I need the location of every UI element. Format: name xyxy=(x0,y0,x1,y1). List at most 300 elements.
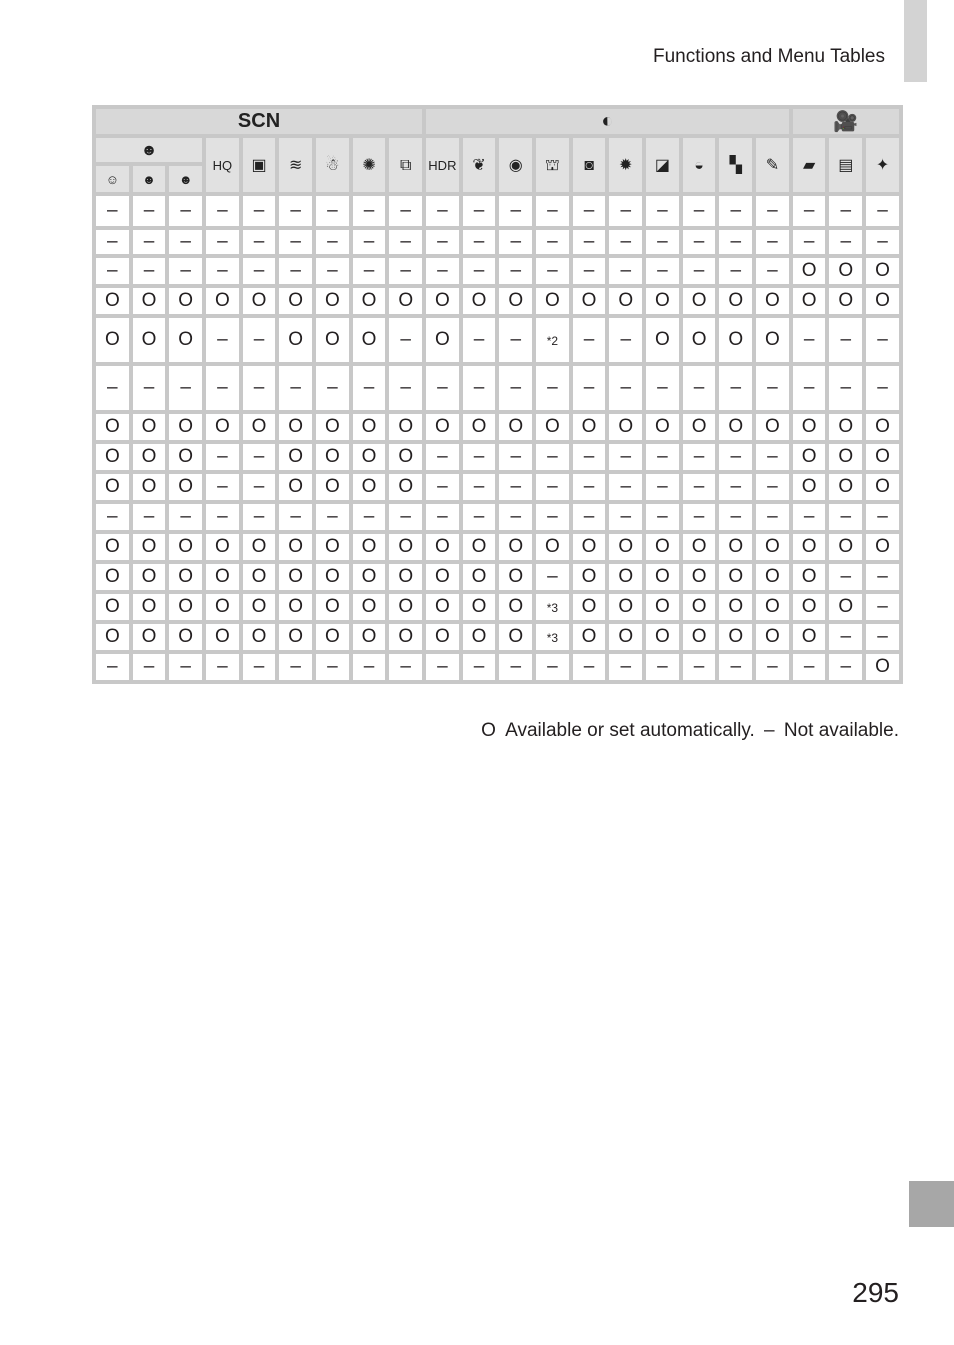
table-cell xyxy=(609,594,642,620)
table-cell xyxy=(133,534,166,560)
availability-mark: O xyxy=(655,329,670,350)
availability-mark: – xyxy=(730,476,742,497)
availability-mark: – xyxy=(877,377,888,398)
availability-mark: – xyxy=(840,566,852,587)
availability-mark: O xyxy=(434,566,450,587)
availability-mark: – xyxy=(767,200,778,221)
availability-mark: – xyxy=(620,377,632,398)
availability-mark: O xyxy=(398,416,414,437)
availability-mark: – xyxy=(217,506,228,527)
legend-not-available-symbol: – xyxy=(764,720,775,741)
table-cell xyxy=(169,288,202,314)
high-speed-burst-icon: HQ xyxy=(212,158,233,173)
availability-mark: O xyxy=(104,626,120,647)
availability-mark: O xyxy=(691,329,707,350)
table-cell xyxy=(316,258,349,284)
availability-mark: O xyxy=(765,566,780,587)
availability-mark: – xyxy=(253,446,265,467)
availability-mark: O xyxy=(801,260,817,281)
table-cell xyxy=(243,444,276,470)
table-cell xyxy=(793,504,826,530)
availability-mark: O xyxy=(288,446,304,467)
table-cell xyxy=(389,534,422,560)
table-cell xyxy=(389,594,422,620)
table-cell xyxy=(829,318,862,362)
availability-mark: O xyxy=(324,536,340,557)
availability-mark: – xyxy=(437,231,448,252)
availability-mark: O xyxy=(361,626,377,647)
table-cell xyxy=(646,534,679,560)
table-body xyxy=(96,196,899,680)
availability-mark: – xyxy=(107,200,118,221)
availability-mark: – xyxy=(840,329,852,350)
availability-mark: – xyxy=(767,476,778,497)
availability-mark: – xyxy=(327,656,338,677)
availability-mark: – xyxy=(620,656,632,677)
table-cell xyxy=(866,654,899,680)
availability-mark: O xyxy=(545,416,560,437)
table-cell xyxy=(316,624,349,650)
availability-mark: – xyxy=(510,329,522,350)
table-cell xyxy=(609,414,642,440)
table-cell xyxy=(536,444,569,470)
table-cell xyxy=(829,654,862,680)
availability-mark: O xyxy=(838,596,854,617)
table-cell xyxy=(719,624,752,650)
table-cell xyxy=(646,230,679,254)
table-cell xyxy=(426,564,459,590)
availability-mark: O xyxy=(141,290,157,311)
table-row xyxy=(96,594,899,620)
availability-mark: – xyxy=(583,377,595,398)
availability-mark: – xyxy=(107,231,118,252)
availability-mark: – xyxy=(400,231,411,252)
availability-mark: – xyxy=(767,506,778,527)
column-header-underwater xyxy=(279,138,312,192)
table-cell xyxy=(243,594,276,620)
availability-mark: – xyxy=(803,200,815,221)
table-cell xyxy=(96,534,129,560)
availability-mark: – xyxy=(693,260,705,281)
table-cell xyxy=(96,414,129,440)
table-cell xyxy=(866,230,899,254)
miniature-icon: ⛫ xyxy=(545,157,560,174)
availability-mark: O xyxy=(324,446,340,467)
table-cell xyxy=(133,624,166,650)
availability-mark: – xyxy=(840,231,852,252)
table-cell xyxy=(96,230,129,254)
table-cell xyxy=(463,230,496,254)
availability-mark: – xyxy=(400,329,411,350)
availability-mark: – xyxy=(437,260,448,281)
availability-mark: – xyxy=(290,656,301,677)
column-header-fireworks xyxy=(353,138,386,192)
table-cell xyxy=(279,504,312,530)
table-cell xyxy=(463,196,496,226)
availability-mark: O xyxy=(875,536,890,557)
page-number: 295 xyxy=(852,1277,899,1308)
table-cell xyxy=(756,564,789,590)
table-cell xyxy=(829,444,862,470)
column-header-snow xyxy=(316,138,349,192)
column-header-stitch-assist xyxy=(389,138,422,192)
table-cell xyxy=(279,444,312,470)
availability-mark: O xyxy=(324,416,340,437)
table-cell xyxy=(683,366,716,410)
table-cell xyxy=(683,654,716,680)
availability-mark: – xyxy=(180,260,191,281)
table-cell xyxy=(316,594,349,620)
table-cell xyxy=(169,444,202,470)
availability-mark: – xyxy=(583,231,595,252)
table-cell xyxy=(756,258,789,284)
table-cell xyxy=(463,288,496,314)
table-cell xyxy=(353,594,386,620)
table-cell xyxy=(499,288,532,314)
soft-focus-icon: ✹ xyxy=(619,157,633,174)
availability-mark: – xyxy=(217,260,228,281)
scn-group-header xyxy=(96,109,422,134)
table-cell xyxy=(353,366,386,410)
table-cell xyxy=(133,594,166,620)
availability-mark: O xyxy=(618,626,634,647)
availability-mark: O xyxy=(434,329,450,350)
availability-mark: – xyxy=(840,377,852,398)
table-cell xyxy=(426,594,459,620)
table-cell xyxy=(829,624,862,650)
availability-mark: O xyxy=(508,626,524,647)
availability-mark: O xyxy=(178,416,194,437)
table-cell xyxy=(793,654,826,680)
availability-mark: – xyxy=(400,200,411,221)
availability-mark: O xyxy=(765,596,780,617)
availability-mark: – xyxy=(473,506,485,527)
availability-mark: O xyxy=(251,596,267,617)
legend-available-text: Available or set automatically. xyxy=(505,720,755,741)
availability-mark: O xyxy=(728,626,744,647)
availability-mark: – xyxy=(840,506,852,527)
table-cell xyxy=(133,196,166,226)
table-cell xyxy=(536,594,569,620)
table-row xyxy=(96,318,899,362)
table-cell xyxy=(96,504,129,530)
table-cell xyxy=(609,230,642,254)
creative-filters-icon: ◐ xyxy=(601,110,614,132)
table-cell xyxy=(389,414,422,440)
table-cell xyxy=(793,258,826,284)
availability-mark: – xyxy=(107,377,118,398)
table-cell xyxy=(206,318,239,362)
footnote-mark: *3 xyxy=(546,601,559,615)
availability-mark: O xyxy=(655,536,670,557)
table-cell xyxy=(316,414,349,440)
table-cell xyxy=(169,258,202,284)
table-cell xyxy=(609,564,642,590)
availability-mark: – xyxy=(290,200,301,221)
availability-mark: – xyxy=(657,260,668,281)
table-cell xyxy=(829,288,862,314)
table-cell xyxy=(793,564,826,590)
table-cell xyxy=(573,624,606,650)
table-cell xyxy=(793,318,826,362)
table-row xyxy=(96,196,899,226)
availability-mark: O xyxy=(104,329,120,350)
table-cell xyxy=(573,318,606,362)
availability-mark: – xyxy=(217,656,228,677)
table-cell xyxy=(133,564,166,590)
availability-mark: – xyxy=(437,506,448,527)
table-cell xyxy=(243,504,276,530)
table-cell xyxy=(353,196,386,226)
table-cell xyxy=(206,504,239,530)
availability-mark: O xyxy=(398,446,414,467)
availability-mark: – xyxy=(840,626,852,647)
availability-mark: O xyxy=(141,446,157,467)
movie-group-header xyxy=(793,109,899,134)
table-cell xyxy=(573,444,606,470)
availability-mark: O xyxy=(141,476,157,497)
table-cell xyxy=(133,474,166,500)
availability-mark: O xyxy=(691,416,707,437)
table-cell xyxy=(316,318,349,362)
table-cell xyxy=(536,288,569,314)
availability-mark: O xyxy=(618,536,634,557)
availability-mark: – xyxy=(253,260,265,281)
table-cell xyxy=(169,534,202,560)
table-cell xyxy=(683,534,716,560)
availability-mark: – xyxy=(510,446,522,467)
table-cell xyxy=(426,196,459,226)
availability-mark: O xyxy=(141,416,157,437)
availability-mark: – xyxy=(547,476,558,497)
availability-mark: O xyxy=(178,626,194,647)
table-cell xyxy=(646,258,679,284)
availability-mark: – xyxy=(767,260,778,281)
availability-mark: – xyxy=(620,231,632,252)
availability-mark: – xyxy=(693,656,705,677)
table-cell xyxy=(279,474,312,500)
availability-mark: O xyxy=(801,596,817,617)
availability-mark: O xyxy=(361,290,377,311)
table-cell xyxy=(866,504,899,530)
availability-mark: O xyxy=(288,476,304,497)
column-header-standard-movie xyxy=(793,138,826,192)
availability-mark: O xyxy=(398,596,414,617)
column-header-high-speed-burst xyxy=(206,138,239,192)
table-cell xyxy=(499,624,532,650)
table-cell xyxy=(96,258,129,284)
availability-mark: – xyxy=(730,200,742,221)
table-cell xyxy=(353,258,386,284)
availability-mark: – xyxy=(657,506,668,527)
fish-eye-icon: ◉ xyxy=(508,157,523,174)
availability-mark: O xyxy=(324,566,340,587)
table-cell xyxy=(206,444,239,470)
availability-mark: O xyxy=(801,290,817,311)
availability-mark: – xyxy=(657,377,668,398)
table-cell xyxy=(426,444,459,470)
table-cell xyxy=(206,230,239,254)
table-cell xyxy=(829,594,862,620)
availability-mark: – xyxy=(400,377,411,398)
table-cell xyxy=(463,258,496,284)
fireworks-icon: ✺ xyxy=(362,157,376,174)
availability-mark: – xyxy=(473,260,485,281)
table-cell xyxy=(463,624,496,650)
column-header-face-self-timer xyxy=(169,166,202,192)
wink-self-timer-icon: ☻ xyxy=(142,172,156,187)
availability-mark: O xyxy=(765,416,780,437)
availability-mark: – xyxy=(107,260,118,281)
availability-mark: O xyxy=(838,476,854,497)
availability-mark: – xyxy=(877,566,888,587)
availability-mark: – xyxy=(253,329,265,350)
availability-mark: O xyxy=(361,329,377,350)
table-cell xyxy=(279,196,312,226)
table-cell xyxy=(353,414,386,440)
availability-mark: O xyxy=(875,656,890,677)
availability-mark: O xyxy=(655,566,670,587)
table-cell xyxy=(719,366,752,410)
availability-mark: O xyxy=(765,329,780,350)
availability-mark: – xyxy=(290,260,301,281)
hdr-icon: HDR xyxy=(428,158,457,173)
table-cell xyxy=(169,564,202,590)
availability-mark: – xyxy=(327,506,338,527)
table-cell xyxy=(793,594,826,620)
table-cell xyxy=(353,444,386,470)
table-row xyxy=(96,624,899,650)
availability-mark: O xyxy=(691,596,707,617)
table-cell xyxy=(866,534,899,560)
table-cell xyxy=(499,654,532,680)
availability-mark: O xyxy=(765,536,780,557)
table-cell xyxy=(426,288,459,314)
availability-mark: – xyxy=(363,506,375,527)
availability-mark: – xyxy=(217,377,228,398)
availability-mark: O xyxy=(728,536,744,557)
availability-mark: – xyxy=(803,506,815,527)
table-cell xyxy=(169,318,202,362)
availability-mark: – xyxy=(253,377,265,398)
availability-mark: O xyxy=(618,416,634,437)
table-cell xyxy=(133,414,166,440)
table-cell xyxy=(426,504,459,530)
availability-mark: O xyxy=(288,596,304,617)
table-cell xyxy=(793,624,826,650)
availability-mark: – xyxy=(217,329,228,350)
table-cell xyxy=(536,504,569,530)
table-cell xyxy=(279,594,312,620)
table-cell xyxy=(279,258,312,284)
table-cell xyxy=(499,594,532,620)
table-cell xyxy=(206,196,239,226)
availability-mark: – xyxy=(107,656,118,677)
availability-mark: O xyxy=(324,290,340,311)
table-cell xyxy=(756,654,789,680)
table-row xyxy=(96,366,899,410)
availability-mark: – xyxy=(473,231,485,252)
availability-mark: – xyxy=(767,377,778,398)
table-cell xyxy=(719,594,752,620)
table-cell xyxy=(609,288,642,314)
availability-mark: – xyxy=(327,377,338,398)
table-cell xyxy=(719,654,752,680)
table-cell xyxy=(866,258,899,284)
table-cell xyxy=(316,534,349,560)
availability-mark: O xyxy=(691,290,707,311)
availability-mark: O xyxy=(801,626,817,647)
table-cell xyxy=(756,318,789,362)
table-cell xyxy=(243,564,276,590)
availability-mark: – xyxy=(253,200,265,221)
table-cell xyxy=(243,318,276,362)
table-cell xyxy=(463,564,496,590)
table-cell xyxy=(389,474,422,500)
availability-mark: – xyxy=(363,656,375,677)
table-cell xyxy=(96,564,129,590)
availability-mark: O xyxy=(104,446,120,467)
table-cell xyxy=(719,196,752,226)
super-slow-motion-icon: ✦ xyxy=(875,157,890,174)
availability-mark: – xyxy=(510,656,522,677)
availability-mark: O xyxy=(288,329,304,350)
availability-mark: O xyxy=(214,626,230,647)
table-cell xyxy=(683,230,716,254)
table-cell xyxy=(206,564,239,590)
table-cell xyxy=(793,444,826,470)
availability-mark: – xyxy=(547,656,558,677)
availability-mark: O xyxy=(508,596,524,617)
availability-mark: – xyxy=(547,446,558,467)
table-cell xyxy=(683,414,716,440)
availability-mark: O xyxy=(434,416,450,437)
availability-mark: – xyxy=(877,231,888,252)
table-cell xyxy=(609,474,642,500)
availability-mark: O xyxy=(471,596,487,617)
table-cell xyxy=(793,474,826,500)
table-cell xyxy=(499,366,532,410)
availability-mark: O xyxy=(581,626,597,647)
availability-mark: – xyxy=(327,260,338,281)
table-cell xyxy=(463,414,496,440)
availability-mark: – xyxy=(693,446,705,467)
availability-mark: O xyxy=(104,290,120,311)
table-cell xyxy=(169,414,202,440)
table-cell xyxy=(866,474,899,500)
table-row xyxy=(96,534,899,560)
table-cell xyxy=(133,654,166,680)
table-cell xyxy=(683,196,716,226)
availability-mark: – xyxy=(657,476,668,497)
table-cell xyxy=(353,230,386,254)
availability-mark: – xyxy=(583,446,595,467)
availability-mark: O xyxy=(691,536,707,557)
availability-mark: – xyxy=(473,476,485,497)
availability-mark: – xyxy=(730,377,742,398)
availability-mark: – xyxy=(180,506,191,527)
table-cell xyxy=(499,230,532,254)
availability-mark: O xyxy=(875,476,890,497)
group-header-row xyxy=(96,109,899,134)
availability-mark: O xyxy=(104,596,120,617)
availability-mark: O xyxy=(361,476,377,497)
availability-mark: – xyxy=(730,506,742,527)
column-header-miniature xyxy=(536,138,569,192)
availability-mark: – xyxy=(693,377,705,398)
availability-mark: – xyxy=(547,231,558,252)
availability-mark: O xyxy=(875,260,890,281)
